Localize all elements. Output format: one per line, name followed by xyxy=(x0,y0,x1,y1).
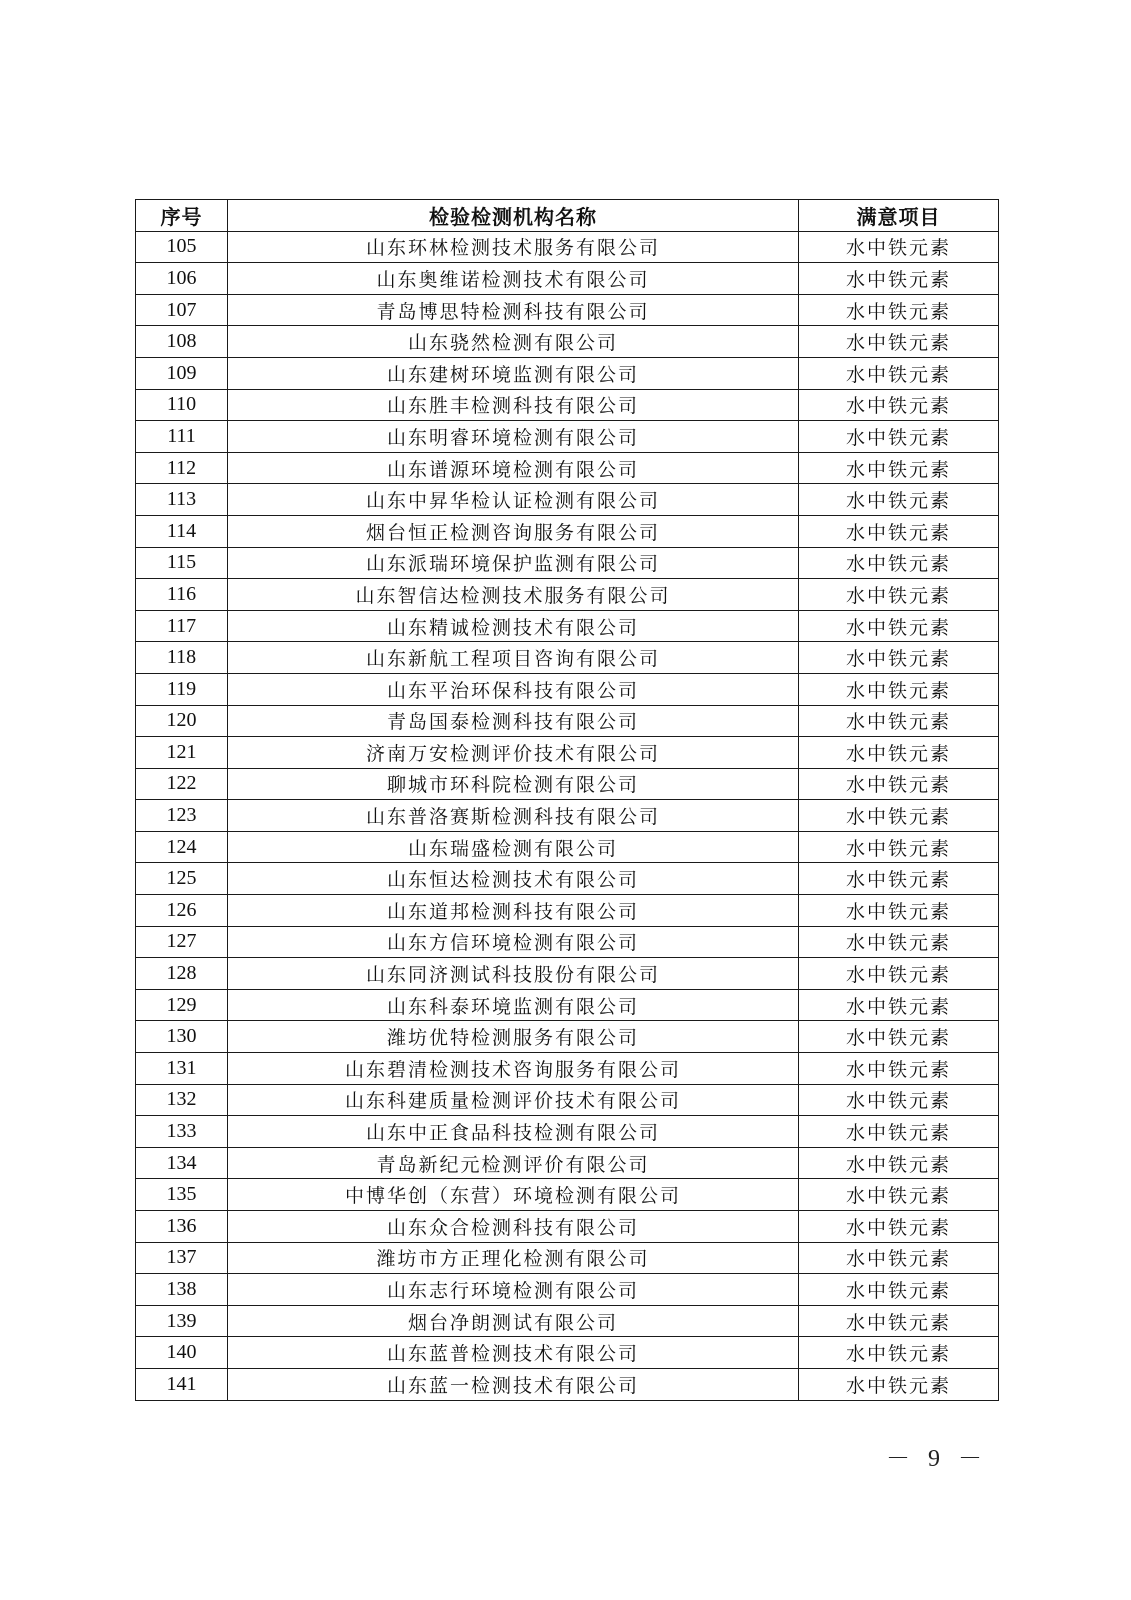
cell-serial-number: 121 xyxy=(136,737,228,769)
cell-institution-name: 潍坊优特检测服务有限公司 xyxy=(228,1021,799,1053)
cell-satisfactory-item: 水中铁元素 xyxy=(799,1147,999,1179)
header-row xyxy=(136,200,999,232)
cell-serial-number: 115 xyxy=(136,547,228,579)
cell-serial-number: 130 xyxy=(136,1021,228,1053)
table-row xyxy=(136,579,999,611)
cell-satisfactory-item: 水中铁元素 xyxy=(799,1211,999,1243)
cell-institution-name: 青岛国泰检测科技有限公司 xyxy=(228,705,799,737)
cell-serial-number: 138 xyxy=(136,1274,228,1306)
cell-serial-number: 119 xyxy=(136,673,228,705)
cell-institution-name: 山东环林检测技术服务有限公司 xyxy=(228,231,799,263)
cell-serial-number: 135 xyxy=(136,1179,228,1211)
cell-serial-number: 105 xyxy=(136,231,228,263)
table-row xyxy=(136,484,999,516)
cell-institution-name: 山东骁然检测有限公司 xyxy=(228,326,799,358)
cell-institution-name: 山东同济测试科技股份有限公司 xyxy=(228,958,799,990)
cell-institution-name: 聊城市环科院检测有限公司 xyxy=(228,768,799,800)
table-row xyxy=(136,737,999,769)
cell-satisfactory-item: 水中铁元素 xyxy=(799,958,999,990)
cell-serial-number: 129 xyxy=(136,989,228,1021)
cell-institution-name: 山东平治环保科技有限公司 xyxy=(228,673,799,705)
cell-institution-name: 山东智信达检测技术服务有限公司 xyxy=(228,579,799,611)
cell-serial-number: 128 xyxy=(136,958,228,990)
cell-satisfactory-item: 水中铁元素 xyxy=(799,1084,999,1116)
cell-institution-name: 山东建树环境监测有限公司 xyxy=(228,357,799,389)
table-row xyxy=(136,1211,999,1243)
cell-satisfactory-item: 水中铁元素 xyxy=(799,1337,999,1369)
cell-institution-name: 山东中正食品科技检测有限公司 xyxy=(228,1116,799,1148)
cell-institution-name: 青岛博思特检测科技有限公司 xyxy=(228,294,799,326)
cell-satisfactory-item: 水中铁元素 xyxy=(799,895,999,927)
table-row xyxy=(136,231,999,263)
cell-satisfactory-item: 水中铁元素 xyxy=(799,863,999,895)
cell-institution-name: 山东碧清检测技术咨询服务有限公司 xyxy=(228,1053,799,1085)
cell-satisfactory-item: 水中铁元素 xyxy=(799,768,999,800)
cell-serial-number: 131 xyxy=(136,1053,228,1085)
cell-satisfactory-item: 水中铁元素 xyxy=(799,452,999,484)
table-row xyxy=(136,1179,999,1211)
results-table xyxy=(135,199,999,1401)
cell-serial-number: 126 xyxy=(136,895,228,927)
table-row xyxy=(136,673,999,705)
cell-institution-name: 山东中昇华检认证检测有限公司 xyxy=(228,484,799,516)
table-row xyxy=(136,1147,999,1179)
cell-serial-number: 113 xyxy=(136,484,228,516)
cell-satisfactory-item: 水中铁元素 xyxy=(799,421,999,453)
cell-satisfactory-item: 水中铁元素 xyxy=(799,1242,999,1274)
cell-serial-number: 132 xyxy=(136,1084,228,1116)
table-row xyxy=(136,452,999,484)
cell-serial-number: 137 xyxy=(136,1242,228,1274)
header-satisfactory-item: 满意项目 xyxy=(799,200,999,232)
table-row xyxy=(136,547,999,579)
cell-institution-name: 山东科建质量检测评价技术有限公司 xyxy=(228,1084,799,1116)
cell-institution-name: 山东新航工程项目咨询有限公司 xyxy=(228,642,799,674)
cell-satisfactory-item: 水中铁元素 xyxy=(799,1274,999,1306)
cell-institution-name: 山东派瑞环境保护监测有限公司 xyxy=(228,547,799,579)
table-header xyxy=(136,200,999,232)
cell-satisfactory-item: 水中铁元素 xyxy=(799,989,999,1021)
cell-serial-number: 118 xyxy=(136,642,228,674)
table-row xyxy=(136,989,999,1021)
cell-satisfactory-item: 水中铁元素 xyxy=(799,800,999,832)
cell-institution-name: 山东奥维诺检测技术有限公司 xyxy=(228,263,799,295)
cell-serial-number: 109 xyxy=(136,357,228,389)
table-row xyxy=(136,1116,999,1148)
cell-serial-number: 134 xyxy=(136,1147,228,1179)
cell-serial-number: 111 xyxy=(136,421,228,453)
cell-satisfactory-item: 水中铁元素 xyxy=(799,357,999,389)
table-row xyxy=(136,610,999,642)
cell-satisfactory-item: 水中铁元素 xyxy=(799,547,999,579)
cell-serial-number: 114 xyxy=(136,515,228,547)
cell-satisfactory-item: 水中铁元素 xyxy=(799,389,999,421)
cell-satisfactory-item: 水中铁元素 xyxy=(799,579,999,611)
cell-satisfactory-item: 水中铁元素 xyxy=(799,610,999,642)
cell-institution-name: 潍坊市方正理化检测有限公司 xyxy=(228,1242,799,1274)
cell-satisfactory-item: 水中铁元素 xyxy=(799,484,999,516)
table-row xyxy=(136,958,999,990)
cell-institution-name: 山东道邦检测科技有限公司 xyxy=(228,895,799,927)
table-row xyxy=(136,326,999,358)
cell-satisfactory-item: 水中铁元素 xyxy=(799,1053,999,1085)
table-row xyxy=(136,515,999,547)
cell-serial-number: 136 xyxy=(136,1211,228,1243)
cell-institution-name: 烟台净朗测试有限公司 xyxy=(228,1305,799,1337)
cell-institution-name: 山东方信环境检测有限公司 xyxy=(228,926,799,958)
cell-institution-name: 济南万安检测评价技术有限公司 xyxy=(228,737,799,769)
cell-satisfactory-item: 水中铁元素 xyxy=(799,1116,999,1148)
table-row xyxy=(136,1368,999,1400)
header-institution-name: 检验检测机构名称 xyxy=(228,200,799,232)
table-row xyxy=(136,389,999,421)
cell-satisfactory-item: 水中铁元素 xyxy=(799,673,999,705)
cell-satisfactory-item: 水中铁元素 xyxy=(799,831,999,863)
cell-institution-name: 山东普洛赛斯检测科技有限公司 xyxy=(228,800,799,832)
cell-serial-number: 141 xyxy=(136,1368,228,1400)
table-row xyxy=(136,294,999,326)
header-serial-number: 序号 xyxy=(136,200,228,232)
cell-serial-number: 123 xyxy=(136,800,228,832)
cell-institution-name: 山东谱源环境检测有限公司 xyxy=(228,452,799,484)
cell-serial-number: 120 xyxy=(136,705,228,737)
cell-serial-number: 139 xyxy=(136,1305,228,1337)
table-row xyxy=(136,800,999,832)
cell-institution-name: 山东胜丰检测科技有限公司 xyxy=(228,389,799,421)
cell-satisfactory-item: 水中铁元素 xyxy=(799,1305,999,1337)
page-number: － 9 － xyxy=(886,1446,988,1472)
cell-satisfactory-item: 水中铁元素 xyxy=(799,294,999,326)
cell-serial-number: 107 xyxy=(136,294,228,326)
cell-institution-name: 山东科泰环境监测有限公司 xyxy=(228,989,799,1021)
cell-institution-name: 山东恒达检测技术有限公司 xyxy=(228,863,799,895)
cell-serial-number: 108 xyxy=(136,326,228,358)
cell-institution-name: 山东蓝一检测技术有限公司 xyxy=(228,1368,799,1400)
table-row xyxy=(136,1242,999,1274)
cell-serial-number: 140 xyxy=(136,1337,228,1369)
table-row xyxy=(136,863,999,895)
table-body xyxy=(136,231,999,1400)
cell-institution-name: 山东明睿环境检测有限公司 xyxy=(228,421,799,453)
cell-serial-number: 110 xyxy=(136,389,228,421)
cell-serial-number: 125 xyxy=(136,863,228,895)
cell-institution-name: 山东众合检测科技有限公司 xyxy=(228,1211,799,1243)
cell-satisfactory-item: 水中铁元素 xyxy=(799,642,999,674)
cell-satisfactory-item: 水中铁元素 xyxy=(799,231,999,263)
table-row xyxy=(136,705,999,737)
table-row xyxy=(136,1021,999,1053)
table-row xyxy=(136,1337,999,1369)
table-row xyxy=(136,831,999,863)
cell-serial-number: 112 xyxy=(136,452,228,484)
cell-serial-number: 106 xyxy=(136,263,228,295)
cell-satisfactory-item: 水中铁元素 xyxy=(799,326,999,358)
cell-serial-number: 117 xyxy=(136,610,228,642)
cell-satisfactory-item: 水中铁元素 xyxy=(799,263,999,295)
cell-satisfactory-item: 水中铁元素 xyxy=(799,1179,999,1211)
cell-serial-number: 122 xyxy=(136,768,228,800)
cell-serial-number: 133 xyxy=(136,1116,228,1148)
table-row xyxy=(136,1274,999,1306)
cell-institution-name: 山东志行环境检测有限公司 xyxy=(228,1274,799,1306)
table-row xyxy=(136,1053,999,1085)
table-row xyxy=(136,1305,999,1337)
cell-serial-number: 127 xyxy=(136,926,228,958)
cell-satisfactory-item: 水中铁元素 xyxy=(799,737,999,769)
cell-serial-number: 116 xyxy=(136,579,228,611)
table-row xyxy=(136,263,999,295)
cell-institution-name: 山东蓝普检测技术有限公司 xyxy=(228,1337,799,1369)
table-row xyxy=(136,421,999,453)
table-row xyxy=(136,1084,999,1116)
table-row xyxy=(136,642,999,674)
cell-satisfactory-item: 水中铁元素 xyxy=(799,1021,999,1053)
cell-institution-name: 山东精诚检测技术有限公司 xyxy=(228,610,799,642)
table-row xyxy=(136,895,999,927)
table-row xyxy=(136,357,999,389)
table-row xyxy=(136,768,999,800)
cell-serial-number: 124 xyxy=(136,831,228,863)
cell-satisfactory-item: 水中铁元素 xyxy=(799,705,999,737)
cell-institution-name: 中博华创（东营）环境检测有限公司 xyxy=(228,1179,799,1211)
cell-institution-name: 山东瑞盛检测有限公司 xyxy=(228,831,799,863)
cell-satisfactory-item: 水中铁元素 xyxy=(799,1368,999,1400)
cell-satisfactory-item: 水中铁元素 xyxy=(799,926,999,958)
cell-satisfactory-item: 水中铁元素 xyxy=(799,515,999,547)
table-row xyxy=(136,926,999,958)
cell-institution-name: 烟台恒正检测咨询服务有限公司 xyxy=(228,515,799,547)
cell-institution-name: 青岛新纪元检测评价有限公司 xyxy=(228,1147,799,1179)
